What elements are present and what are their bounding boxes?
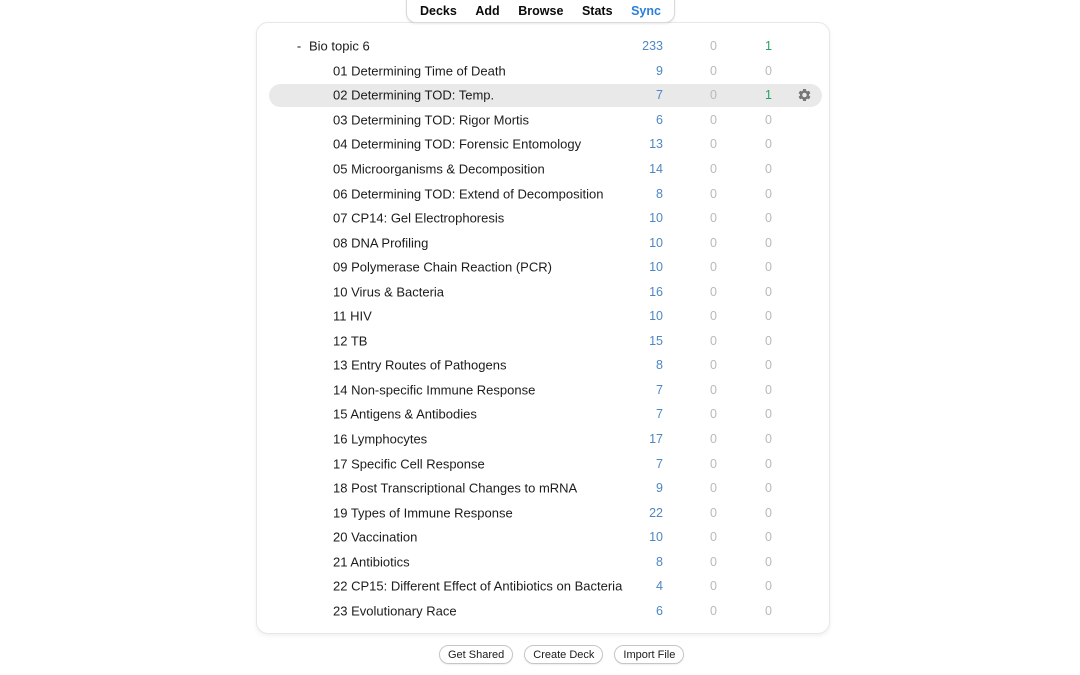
deck-row bbox=[257, 549, 829, 574]
import-file-button[interactable]: Import File bbox=[614, 645, 684, 664]
get-shared-button[interactable]: Get Shared bbox=[439, 645, 513, 664]
create-deck-button[interactable]: Create Deck bbox=[524, 645, 603, 664]
deck-name-link[interactable]: 01 Determining Time of Death bbox=[333, 63, 506, 79]
deck-name-link[interactable]: 16 Lymphocytes bbox=[333, 431, 428, 447]
deck-row bbox=[257, 108, 829, 133]
deck-name-link[interactable]: 10 Virus & Bacteria bbox=[333, 284, 445, 300]
due-count: 0 bbox=[765, 112, 772, 127]
new-count: 15 bbox=[649, 333, 663, 348]
new-count: 6 bbox=[656, 603, 663, 618]
deck-name-link[interactable]: 09 Polymerase Chain Reaction (PCR) bbox=[333, 259, 552, 275]
new-count: 10 bbox=[649, 260, 663, 275]
tab-bar bbox=[406, 0, 675, 23]
deck-row bbox=[257, 157, 829, 182]
learn-count: 0 bbox=[710, 456, 717, 471]
due-count: 0 bbox=[765, 579, 772, 594]
deck-name-link[interactable]: 18 Post Transcriptional Changes to mRNA bbox=[333, 480, 578, 496]
due-count: 0 bbox=[765, 284, 772, 299]
deck-name-link[interactable]: Bio topic 6 bbox=[309, 38, 370, 54]
new-count: 10 bbox=[649, 211, 663, 226]
deck-row bbox=[257, 599, 829, 624]
due-count: 0 bbox=[765, 235, 772, 250]
new-count: 8 bbox=[656, 358, 663, 373]
due-count: 0 bbox=[765, 162, 772, 176]
learn-count: 0 bbox=[710, 358, 717, 373]
learn-count: 0 bbox=[710, 382, 717, 397]
deck-row bbox=[257, 83, 829, 108]
due-count: 1 bbox=[765, 39, 772, 54]
new-count: 8 bbox=[656, 554, 663, 569]
deck-row bbox=[257, 34, 829, 59]
learn-count: 0 bbox=[710, 63, 717, 78]
deck-row bbox=[257, 132, 829, 157]
deck-row bbox=[257, 451, 829, 476]
deck-row bbox=[257, 255, 829, 280]
tab-stats[interactable]: Stats bbox=[581, 3, 613, 18]
deck-row bbox=[257, 279, 829, 304]
new-count: 4 bbox=[656, 579, 663, 594]
due-count: 0 bbox=[765, 530, 772, 545]
due-count: 0 bbox=[765, 505, 772, 520]
deck-name-link[interactable]: 23 Evolutionary Race bbox=[333, 603, 457, 619]
learn-count: 0 bbox=[710, 137, 717, 152]
deck-name-link[interactable]: 22 CP15: Different Effect of Antibiotics on Bacteria bbox=[333, 578, 623, 594]
new-count: 7 bbox=[656, 407, 663, 422]
deck-name-link[interactable]: 11 HIV bbox=[333, 308, 372, 324]
deck-name-link[interactable]: 02 Determining TOD: Temp. bbox=[333, 87, 495, 103]
learn-count: 0 bbox=[710, 186, 717, 201]
due-count: 0 bbox=[765, 382, 772, 397]
deck-row bbox=[257, 500, 829, 525]
deck-row bbox=[257, 378, 829, 403]
due-count: 0 bbox=[765, 481, 772, 496]
deck-name-link[interactable]: 06 Determining TOD: Extend of Decomposition bbox=[333, 186, 604, 202]
learn-count: 0 bbox=[710, 162, 717, 176]
new-count: 9 bbox=[656, 481, 663, 496]
deck-row bbox=[257, 59, 829, 84]
learn-count: 0 bbox=[710, 481, 717, 496]
tab-sync[interactable]: Sync bbox=[631, 3, 661, 18]
due-count: 0 bbox=[765, 211, 772, 226]
deck-name-link[interactable]: 03 Determining TOD: Rigor Mortis bbox=[333, 112, 530, 128]
deck-row bbox=[257, 427, 829, 452]
new-count: 9 bbox=[656, 63, 663, 78]
deck-row bbox=[257, 402, 829, 427]
learn-count: 0 bbox=[710, 554, 717, 569]
deck-row bbox=[257, 574, 829, 599]
learn-count: 0 bbox=[710, 211, 717, 226]
learn-count: 0 bbox=[710, 530, 717, 545]
footer-button-bar bbox=[439, 645, 684, 664]
learn-count: 0 bbox=[710, 235, 717, 250]
new-count: 22 bbox=[649, 505, 663, 520]
deck-row bbox=[257, 329, 829, 354]
deck-name-link[interactable]: 04 Determining TOD: Forensic Entomology bbox=[333, 136, 582, 152]
due-count: 1 bbox=[765, 88, 772, 103]
collapse-toggle[interactable]: - bbox=[296, 38, 302, 54]
learn-count: 0 bbox=[710, 309, 717, 324]
deck-name-link[interactable]: 08 DNA Profiling bbox=[333, 235, 429, 251]
learn-count: 0 bbox=[710, 432, 717, 447]
new-count: 10 bbox=[649, 530, 663, 545]
learn-count: 0 bbox=[710, 579, 717, 594]
deck-name-link[interactable]: 12 TB bbox=[333, 333, 368, 349]
learn-count: 0 bbox=[710, 39, 717, 54]
learn-count: 0 bbox=[710, 284, 717, 299]
tab-add[interactable]: Add bbox=[475, 3, 500, 18]
new-count: 10 bbox=[649, 235, 663, 250]
deck-row bbox=[257, 476, 829, 501]
deck-list-panel bbox=[256, 22, 830, 634]
due-count: 0 bbox=[765, 137, 772, 152]
due-count: 0 bbox=[765, 333, 772, 348]
learn-count: 0 bbox=[710, 505, 717, 520]
learn-count: 0 bbox=[710, 407, 717, 422]
new-count: 6 bbox=[656, 112, 663, 127]
deck-name-link[interactable]: 20 Vaccination bbox=[333, 529, 418, 545]
deck-row bbox=[257, 525, 829, 550]
new-count: 10 bbox=[649, 309, 663, 324]
due-count: 0 bbox=[765, 603, 772, 618]
new-count: 233 bbox=[642, 39, 663, 54]
tab-decks[interactable]: Decks bbox=[420, 3, 457, 18]
learn-count: 0 bbox=[710, 333, 717, 348]
deck-row bbox=[257, 230, 829, 255]
due-count: 0 bbox=[765, 554, 772, 569]
deck-name-link[interactable]: 13 Entry Routes of Pathogens bbox=[333, 357, 507, 373]
deck-name-link[interactable]: 05 Microorganisms & Decomposition bbox=[333, 161, 545, 177]
due-count: 0 bbox=[765, 186, 772, 201]
due-count: 0 bbox=[765, 407, 772, 422]
due-count: 0 bbox=[765, 260, 772, 275]
deck-row bbox=[257, 304, 829, 329]
tab-browse[interactable]: Browse bbox=[518, 3, 564, 18]
deck-options-gear-icon[interactable] bbox=[797, 88, 812, 103]
due-count: 0 bbox=[765, 309, 772, 324]
deck-name-link[interactable]: 19 Types of Immune Response bbox=[333, 505, 513, 521]
due-count: 0 bbox=[765, 358, 772, 373]
deck-name-link[interactable]: 17 Specific Cell Response bbox=[333, 456, 485, 472]
learn-count: 0 bbox=[710, 112, 717, 127]
deck-row bbox=[257, 353, 829, 378]
deck-name-link[interactable]: 21 Antibiotics bbox=[333, 554, 410, 570]
learn-count: 0 bbox=[710, 260, 717, 275]
new-count: 7 bbox=[656, 88, 663, 103]
deck-name-link[interactable]: 07 CP14: Gel Electrophoresis bbox=[333, 210, 505, 226]
due-count: 0 bbox=[765, 456, 772, 471]
deck-row bbox=[257, 206, 829, 231]
learn-count: 0 bbox=[710, 603, 717, 618]
new-count: 17 bbox=[649, 432, 663, 447]
due-count: 0 bbox=[765, 63, 772, 78]
new-count: 13 bbox=[649, 137, 663, 152]
learn-count: 0 bbox=[710, 88, 717, 103]
deck-name-link[interactable]: 15 Antigens & Antibodies bbox=[333, 406, 477, 422]
new-count: 7 bbox=[656, 382, 663, 397]
deck-name-link[interactable]: 14 Non-specific Immune Response bbox=[333, 382, 536, 398]
new-count: 7 bbox=[656, 456, 663, 471]
due-count: 0 bbox=[765, 432, 772, 447]
deck-row bbox=[257, 181, 829, 206]
new-count: 8 bbox=[656, 186, 663, 201]
new-count: 14 bbox=[649, 162, 663, 176]
new-count: 16 bbox=[649, 284, 663, 299]
